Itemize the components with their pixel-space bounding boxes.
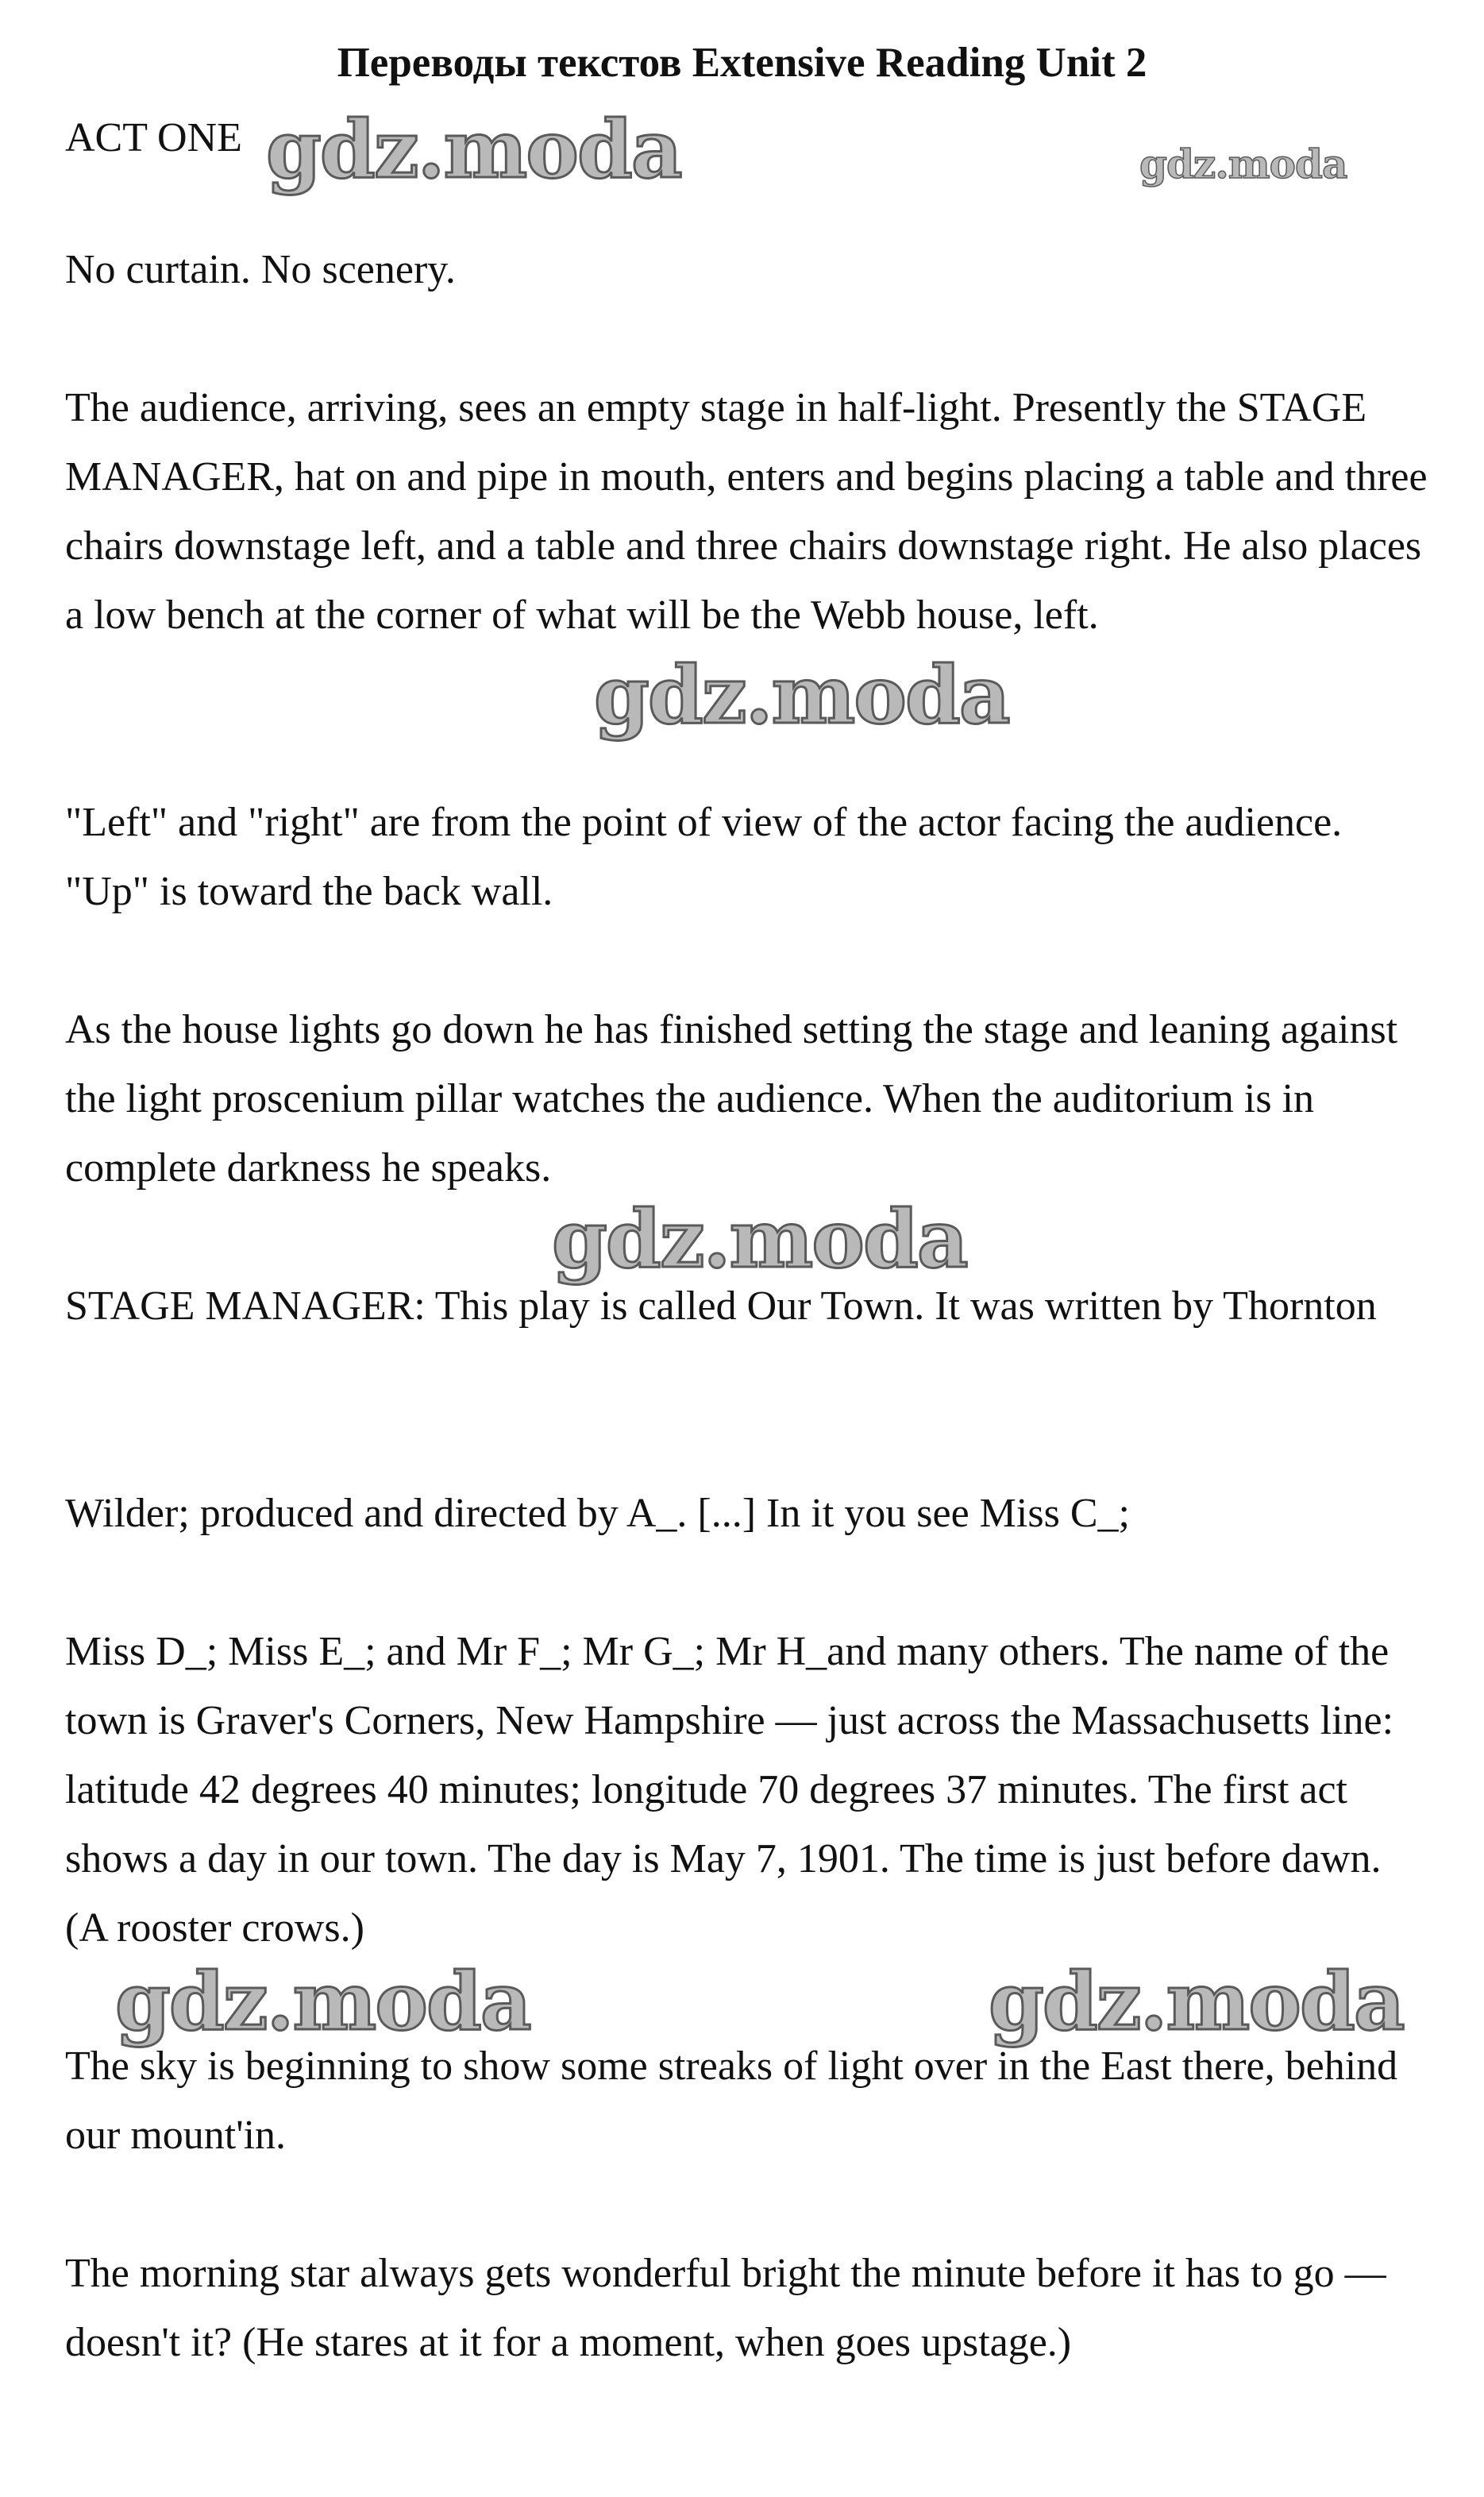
paragraph-miss-d: Miss D_; Miss E_; and Mr F_; Mr G_; Mr H_and many others. The name of the town is Graver's Corners, New Hampshire — just across the Massachusetts line: latitude 42 degrees 40 minutes; longitude 70 degrees 37 minutes. The first act shows a day in our town. The day is May 7, 1901. The time is just before dawn. (A rooster crows.) <box>65 1629 1394 1951</box>
paragraph-left-right: "Left" and "right" are from the point of view of the actor facing the audience. "Up" is toward the back wall. <box>65 800 1343 914</box>
watermark-logo: gdz.moda <box>989 1955 1404 2048</box>
paragraph-audience-arriving: The audience, arriving, sees an empty stage in half-light. Presently the STAGE MANAGER, hat on and pipe in mouth, enters and begins placing a table and three chairs downstage left, and a table and three chairs downstage right. He also places a low bench at the corner of what will be the Webb house, left. <box>65 385 1428 638</box>
watermark-logo: gdz.moda <box>115 1955 530 2048</box>
watermark-logo: gdz.moda <box>594 648 1009 742</box>
paragraph-sky: The sky is beginning to show some streaks of light over in the East there, behind our mount'in. <box>65 2044 1398 2158</box>
paragraph-house-lights: As the house lights go down he has finished setting the stage and leaning against the light proscenium pillar watches the audience. When the auditorium is in complete darkness he speaks. <box>65 1007 1398 1191</box>
paragraph-wilder: Wilder; produced and directed by A_. [...] In it you see Miss C_; <box>65 1491 1130 1536</box>
watermark-logo: gdz.moda <box>266 102 681 196</box>
watermark-logo: gdz.moda <box>552 1192 967 1286</box>
paragraph-stage-manager: STAGE MANAGER: This play is called Our Town. It was written by Thornton <box>65 1283 1377 1329</box>
watermark-logo: gdz.moda <box>1139 141 1347 187</box>
paragraph-morning-star: The morning star always gets wonderful bright the minute before it has to go — doesn't it? (He stares at it for a moment, when goes upstage.) <box>65 2251 1386 2365</box>
document-title: Переводы текстов Extensive Reading Unit 2 <box>337 40 1147 86</box>
paragraph-act-one: ACT ONE <box>65 115 242 160</box>
paragraph-no-curtain: No curtain. No scenery. <box>65 247 456 292</box>
